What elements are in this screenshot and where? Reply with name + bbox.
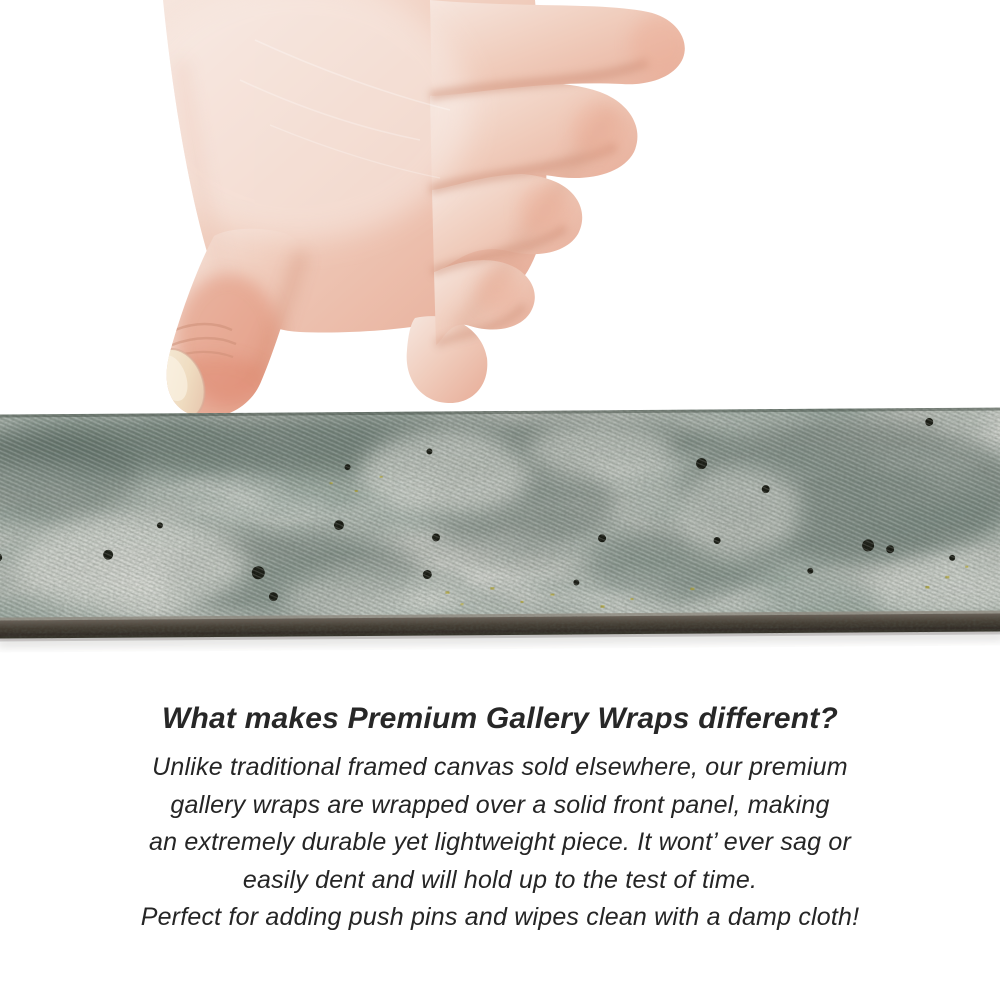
copy-line-1: Unlike traditional framed canvas sold elsewhere, our premium: [152, 753, 848, 781]
copy-line-3: an extremely durable yet lightweight piece. It wont’ ever sag or: [148, 828, 852, 856]
canvas-face: [0, 407, 1000, 626]
marketing-copy: [0, 702, 1000, 937]
copy-line-2: gallery wraps are wrapped over a solid front panel, making: [170, 790, 830, 819]
canvas-strip-graphic: [0, 407, 1000, 654]
canvas-strip: [0, 407, 1000, 654]
copy-line-4: easily dent and will hold up to the test of time.: [242, 865, 758, 894]
copy-heading: What makes Premium Gallery Wraps different?: [161, 702, 839, 735]
copy-line-5: Perfect for adding push pins and wipes clean with a damp cloth!: [140, 903, 860, 931]
hand-illustration: [0, 0, 1000, 432]
